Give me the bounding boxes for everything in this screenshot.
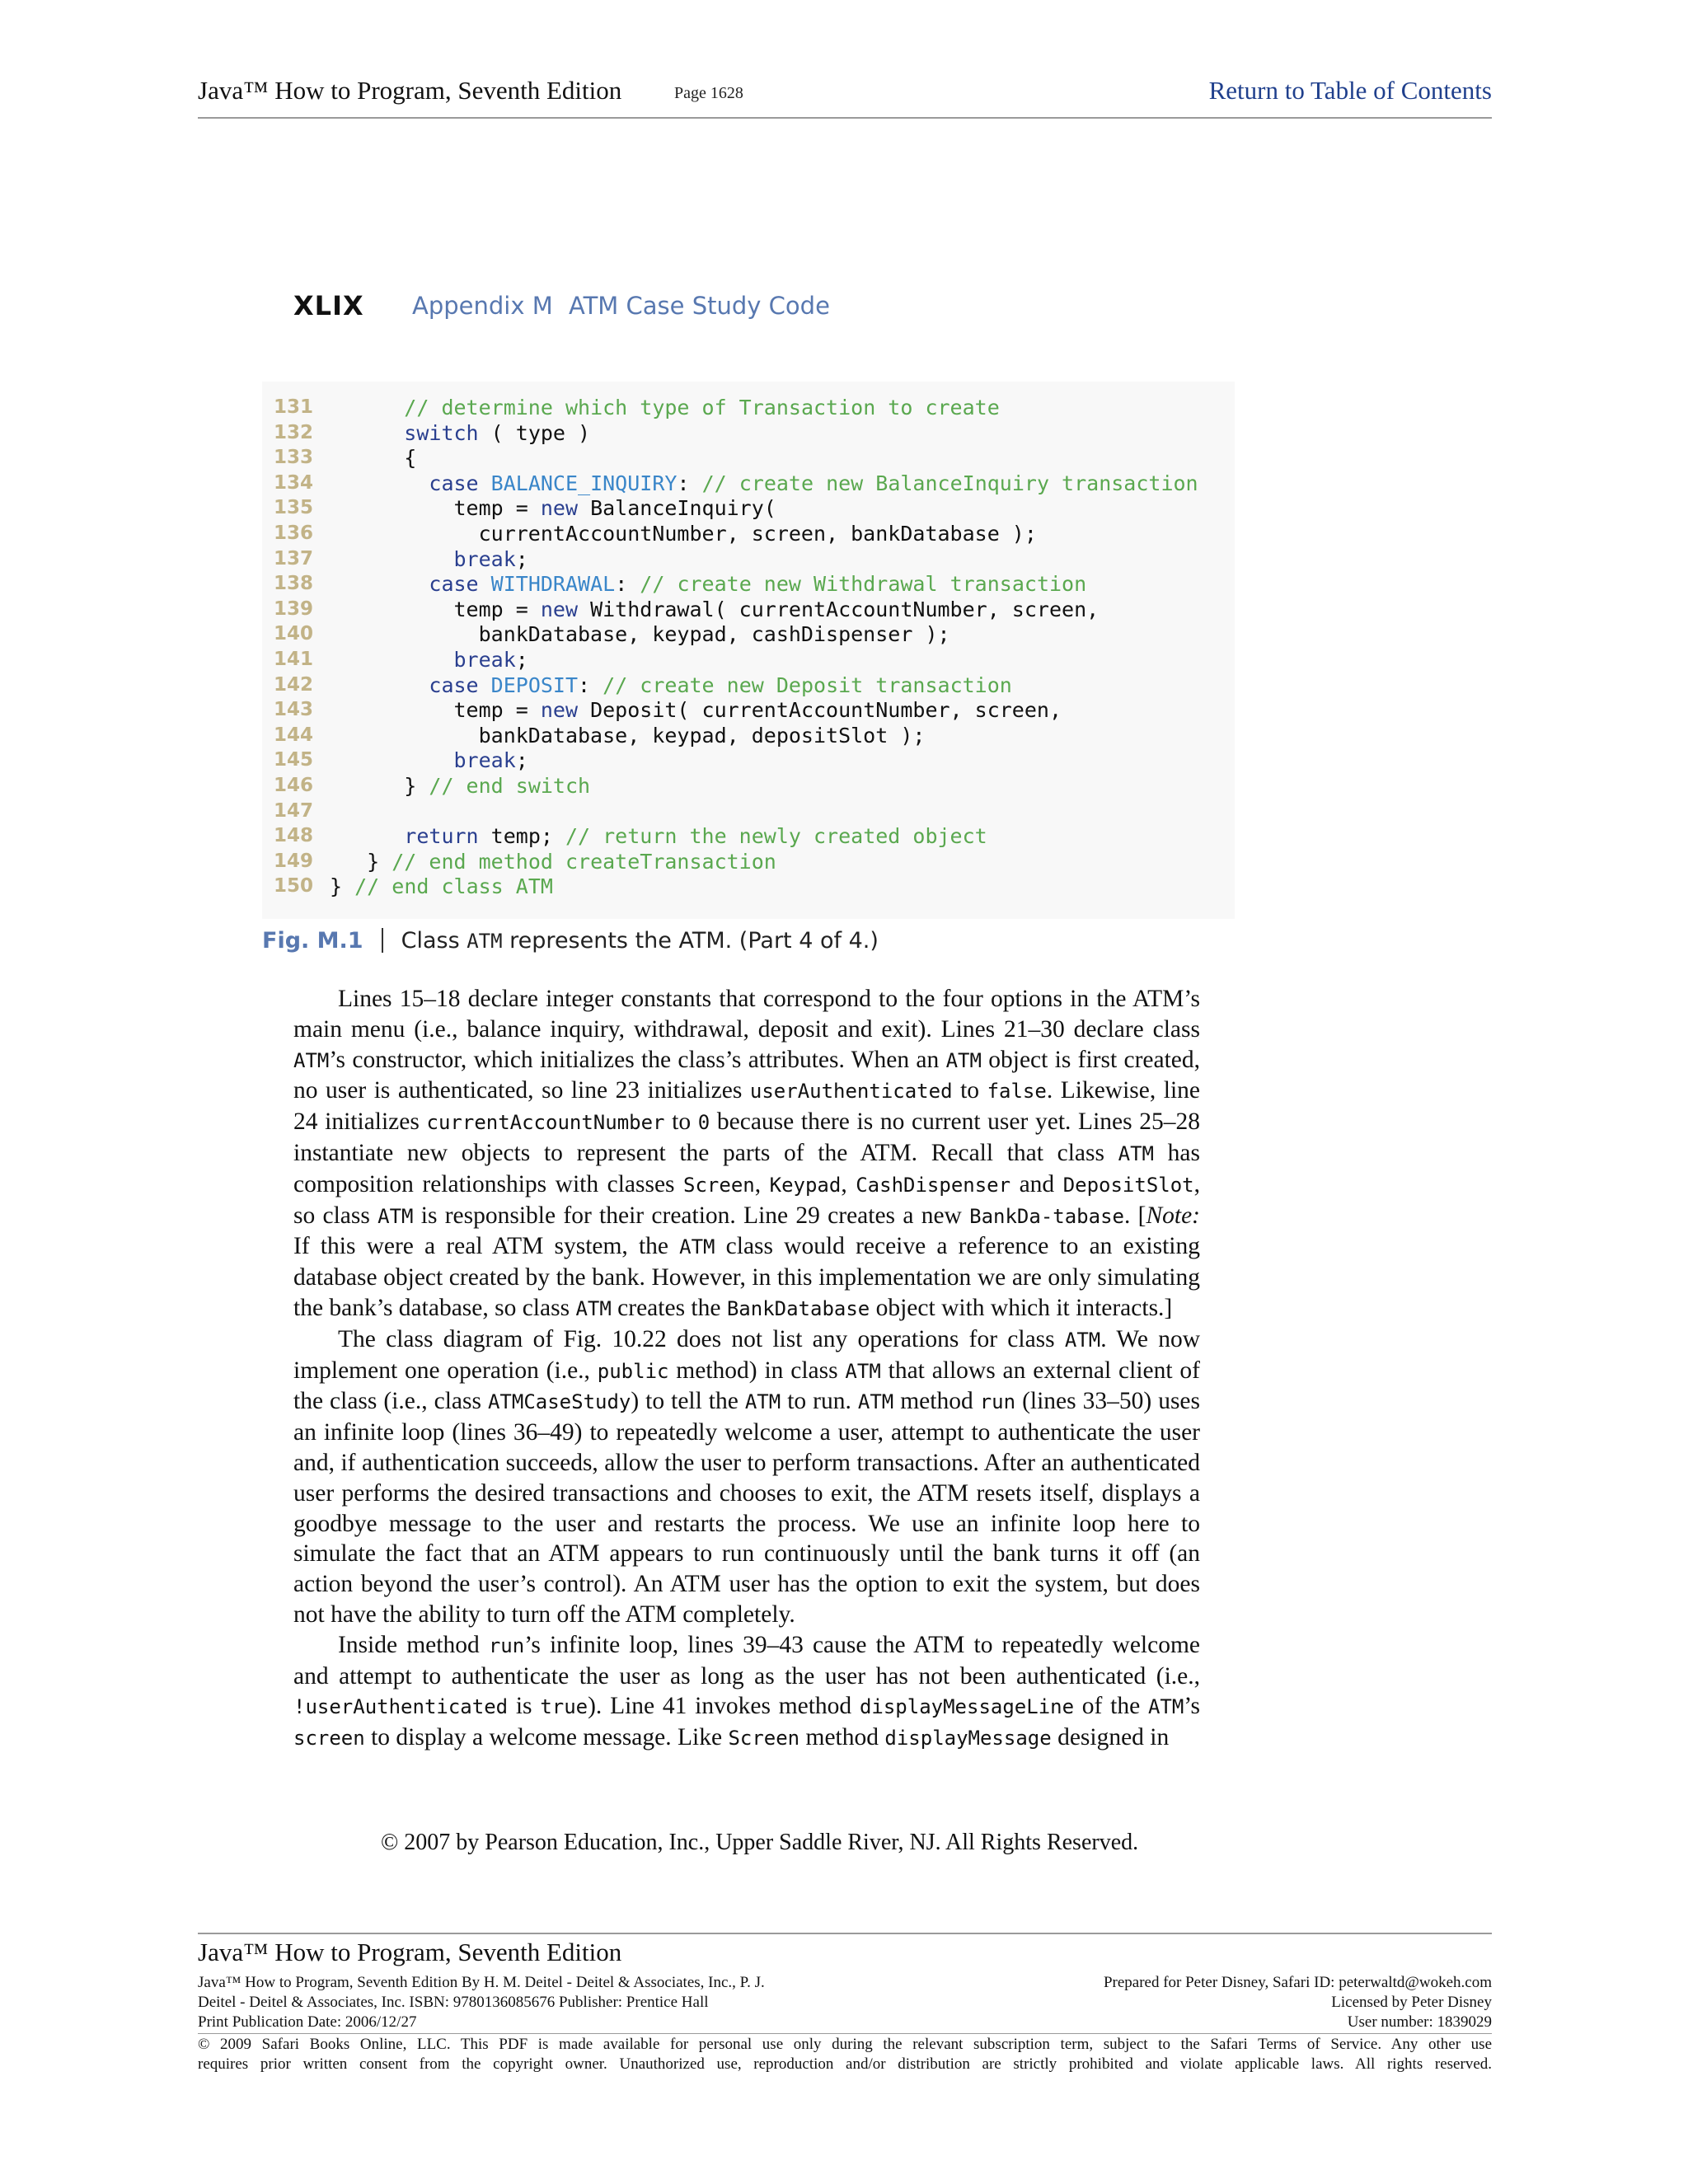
inline-code: ATM — [1064, 1328, 1101, 1352]
text-run: The class diagram of Fig. 10.22 does not list any operations for class — [338, 1325, 1065, 1352]
code-token: bankDatabase, keypad, depositSlot ); — [478, 723, 926, 748]
code-token: } — [367, 849, 392, 874]
inline-code: Screen — [683, 1173, 755, 1197]
code-keyword: switch — [404, 420, 479, 445]
line-number: 134 — [274, 471, 314, 494]
inline-code: ATM — [845, 1359, 881, 1383]
inline-code: 0 — [697, 1111, 710, 1135]
code-text — [454, 697, 1062, 723]
code-token — [479, 673, 491, 697]
line-number: 144 — [274, 724, 314, 746]
code-text — [454, 748, 528, 773]
text-run: to run. — [781, 1388, 858, 1415]
code-text — [429, 471, 1198, 496]
footer-legal-line: © 2009 Safari Books Online, LLC. This PDF is made available for personal use only during the relevant subscription term, subject to the Safari Terms of Service. Any other use — [198, 2036, 1492, 2053]
text-run: designed in — [1051, 1724, 1170, 1751]
figure-label: Fig. M.1 — [262, 928, 363, 954]
code-comment: // end class ATM — [354, 874, 553, 899]
code-constant: DEPOSIT — [490, 673, 579, 697]
code-token: temp; — [478, 824, 565, 849]
line-number: 140 — [274, 623, 314, 645]
footer-left-line: Print Publication Date: 2006/12/27 — [198, 2013, 417, 2031]
text-run: , so class — [293, 1170, 1201, 1229]
footer-rule-bottom — [198, 2033, 1492, 2034]
body-paragraph — [293, 1324, 1200, 1630]
code-token: Deposit( currentAccountNumber, screen, — [578, 698, 1062, 723]
caption-code: ATM — [467, 930, 503, 953]
line-number: 133 — [274, 447, 314, 469]
inline-code: BankDatabase — [726, 1296, 870, 1320]
body-text — [293, 984, 1200, 1754]
inline-code: ATM — [744, 1390, 781, 1414]
footer-left-line: Java™ How to Program, Seventh Edition By H. M. Deitel - Deitel & Associates, Inc., P. J. — [198, 1974, 765, 1991]
appendix-label: Appendix M — [412, 292, 553, 320]
code-text — [404, 823, 987, 849]
code-token: ; — [515, 748, 528, 773]
code-text — [404, 445, 416, 471]
line-number: 136 — [274, 523, 314, 544]
code-text — [454, 647, 528, 673]
inline-code: false — [987, 1080, 1047, 1104]
text-run: , — [754, 1170, 770, 1197]
code-token — [479, 572, 491, 596]
code-text — [367, 849, 776, 874]
text-run: object is first created, no user is authenticated, so line 23 initializes — [293, 1046, 1200, 1104]
code-token: Withdrawal( currentAccountNumber, screen, — [578, 597, 1100, 621]
text-run: . We now implement one operation (i.e., — [293, 1325, 1200, 1384]
code-text — [454, 495, 776, 521]
line-number: 138 — [274, 573, 314, 595]
text-run: Lines 15–18 declare integer constants that correspond to the four options in the ATM’s main menu (i.e., balance inquiry, withdrawal, deposit and exit). Lines 21–30 declare class — [293, 986, 1200, 1043]
book-title: Java™ How to Program, Seventh Edition — [198, 76, 622, 105]
inline-code: BankDa-tabase — [969, 1204, 1124, 1228]
text-run: ’s constructor, which initializes the class’s attributes. When an — [329, 1046, 946, 1073]
text-run: is — [508, 1693, 541, 1720]
inline-code: currentAccountNumber — [426, 1111, 665, 1135]
inline-code: run — [488, 1633, 525, 1657]
code-text — [429, 673, 1011, 698]
code-text — [479, 723, 926, 748]
body-paragraph — [293, 1630, 1200, 1754]
caption-divider — [382, 928, 383, 953]
inline-code: ATM — [1118, 1141, 1154, 1165]
code-token: currentAccountNumber, screen, bankDatabase ); — [478, 522, 1037, 546]
inline-code: ATM — [293, 1048, 330, 1072]
text-run: . Likewise, line 24 initializes — [293, 1077, 1201, 1136]
code-comment: // end switch — [429, 774, 591, 798]
page-header — [198, 76, 1492, 119]
figure-caption — [262, 928, 879, 961]
text-run: of the — [1074, 1693, 1148, 1720]
footer-rule-top — [198, 1933, 1492, 1934]
footer-legal-line: requires prior written consent from the copyright owner. Unauthorized use, reproduction and/or distribution are strictly prohibited and violate applicable laws. All rights reserved. — [198, 2055, 1492, 2073]
code-token: temp = — [453, 597, 541, 621]
code-comment: // determine which type of Transaction to create — [404, 396, 1000, 419]
line-number: 137 — [274, 547, 314, 569]
code-token: temp = — [453, 698, 541, 723]
code-token: BalanceInquiry( — [578, 496, 776, 521]
inline-code: ATMCaseStudy — [487, 1390, 631, 1414]
text-run: ). Line 41 invokes method — [588, 1693, 860, 1720]
text-run: because there is no current user yet. Lines 25–28 instantiate new objects to represent the parts of the ATM. Recall that class — [293, 1108, 1201, 1166]
code-keyword: break — [453, 648, 516, 672]
line-number: 149 — [274, 850, 314, 872]
text-run: method) in class — [668, 1357, 846, 1384]
code-token: } — [330, 874, 355, 899]
inline-code: screen — [293, 1727, 365, 1750]
text-run: has composition relationships with classes — [293, 1139, 1200, 1197]
text-run: to — [952, 1077, 987, 1104]
code-text — [429, 571, 1086, 597]
body-paragraph — [293, 984, 1200, 1324]
text-run: that allows an external client of the class (i.e., class — [293, 1357, 1200, 1415]
code-keyword: break — [453, 546, 516, 571]
line-number: 131 — [274, 396, 314, 418]
code-token: ; — [515, 648, 528, 672]
text-run: method — [893, 1388, 980, 1415]
code-token — [479, 471, 491, 495]
line-number: 148 — [274, 825, 314, 847]
code-token: bankDatabase, keypad, cashDispenser ); — [478, 622, 950, 647]
inline-code: ATM — [575, 1296, 612, 1320]
inline-code: displayMessage — [884, 1727, 1052, 1750]
code-keyword: case — [429, 471, 479, 495]
inline-code: run — [979, 1390, 1016, 1414]
footer-book-title: Java™ How to Program, Seventh Edition — [198, 1938, 622, 1966]
code-text — [404, 420, 590, 446]
text-run: , — [841, 1170, 856, 1197]
text-run: If this were a real ATM system, the — [293, 1233, 680, 1260]
inline-code: ATM — [377, 1204, 414, 1228]
code-token: } — [404, 774, 429, 798]
code-token: { — [404, 446, 417, 471]
code-keyword: return — [404, 824, 479, 849]
code-text — [330, 874, 553, 899]
text-run: to — [664, 1108, 698, 1136]
text-run: (lines 33–50) uses an infinite loop (lines 36–49) to repeatedly welcome a user, attempt to authenticate the user and, if authentication succeeds, allow the user to perform transactions. After an authenticated user performs the desired transactions and chooses to exit, the ATM resets itself, displays a goodbye message to the user and restarts the process. We use an infinite loop here to simulate the fact that an ATM appears to run continuously until the bank turns it off (an action beyond the user’s control). An ATM user has the option to exit the system, but does not have the ability to turn off the ATM completely. — [293, 1388, 1200, 1628]
code-token: ( type ) — [478, 420, 591, 445]
line-number: 150 — [274, 875, 314, 898]
line-number: 141 — [274, 649, 314, 670]
code-comment: // create new Withdrawal transaction — [640, 572, 1087, 597]
line-number: 145 — [274, 749, 314, 771]
emphasis-text: Note: — [1146, 1202, 1200, 1229]
code-token: temp = — [453, 496, 541, 521]
code-keyword: case — [429, 572, 479, 597]
line-number: 132 — [274, 421, 314, 443]
footer-left-line: Deitel - Deitel & Associates, Inc. ISBN: 9780136085676 Publisher: Prentice Hall — [198, 1994, 709, 2011]
code-comment: // end method createTransaction — [392, 849, 776, 874]
footer-right-line: User number: 1839029 — [1347, 2013, 1492, 2031]
code-constant: BALANCE_INQUIRY — [490, 471, 678, 495]
footer-right-line: Prepared for Peter Disney, Safari ID: peterwaltd@wokeh.com — [1103, 1974, 1492, 1991]
page-number: Page 1628 — [674, 84, 743, 102]
code-comment: // return the newly created object — [565, 824, 987, 849]
inline-code: Keypad — [769, 1173, 842, 1197]
code-comment: // create new BalanceInquiry transaction — [701, 471, 1198, 495]
code-keyword: new — [540, 698, 579, 723]
return-to-toc-link[interactable]: Return to Table of Contents — [1208, 76, 1492, 105]
text-run: and — [1010, 1170, 1063, 1197]
text-run: creates the — [611, 1294, 727, 1321]
code-token: : — [578, 673, 603, 697]
code-keyword: case — [429, 673, 479, 697]
text-run: to display a welcome message. Like — [364, 1724, 729, 1751]
text-run: method — [799, 1724, 885, 1751]
code-keyword: break — [453, 748, 516, 773]
code-text — [404, 395, 999, 420]
appendix-title: ATM Case Study Code — [569, 292, 830, 320]
inline-code: displayMessageLine — [859, 1695, 1075, 1719]
inline-code: true — [540, 1695, 588, 1719]
text-run: is responsible for their creation. Line 29 creates a new — [413, 1202, 970, 1229]
code-token: ; — [515, 546, 528, 571]
text-run: . [ — [1123, 1202, 1146, 1229]
copyright-notice: © 2007 by Pearson Education, Inc., Upper Saddle River, NJ. All Rights Reserved. — [381, 1830, 1139, 1855]
line-number: 147 — [274, 799, 314, 822]
code-comment: // create new Deposit transaction — [603, 673, 1012, 697]
code-text — [404, 773, 590, 799]
text-run: object with which it interacts.] — [870, 1294, 1173, 1321]
line-number: 146 — [274, 775, 314, 796]
text-run: ) to tell the — [631, 1388, 745, 1415]
caption-text-post: represents the ATM. (Part 4 of 4.) — [502, 928, 879, 954]
line-number: 142 — [274, 673, 314, 696]
line-number: 135 — [274, 497, 314, 519]
code-token: : — [677, 471, 702, 495]
line-number: 139 — [274, 598, 314, 620]
code-listing — [262, 382, 1235, 919]
inline-code: ATM — [945, 1048, 982, 1072]
inline-code: Screen — [728, 1727, 800, 1750]
code-text — [454, 597, 1100, 622]
caption-text-pre: Class — [401, 928, 467, 954]
inline-code: userAuthenticated — [749, 1080, 953, 1104]
text-run: ’s — [1184, 1693, 1200, 1720]
inline-code: DepositSlot — [1062, 1173, 1194, 1197]
text-run: class would receive a reference to an existing database object created by the bank. However, in this implementation we are only simulating the bank’s database, so class — [293, 1233, 1200, 1321]
code-constant: WITHDRAWAL — [490, 572, 616, 597]
text-run: ’s infinite loop, lines 39–43 cause the ATM to repeatedly welcome and attempt to authenticate the user as long as the user has not been authenticated (i.e., — [293, 1631, 1200, 1690]
footer-right-line: Licensed by Peter Disney — [1331, 1994, 1492, 2011]
text-run: Inside method — [338, 1631, 489, 1658]
inline-code: public — [597, 1359, 669, 1383]
code-keyword: new — [540, 597, 579, 621]
code-text — [479, 521, 1037, 546]
code-text — [454, 546, 528, 572]
code-token: : — [615, 572, 640, 597]
roman-page-number: XLIX — [293, 290, 364, 321]
code-keyword: new — [540, 496, 579, 521]
inline-code: ATM — [679, 1235, 715, 1259]
inline-code: CashDispenser — [856, 1173, 1011, 1197]
inline-code: ATM — [1147, 1695, 1184, 1719]
line-number: 143 — [274, 699, 314, 721]
code-text — [479, 621, 950, 647]
inline-code: !userAuthenticated — [293, 1695, 509, 1719]
inline-code: ATM — [857, 1390, 894, 1414]
